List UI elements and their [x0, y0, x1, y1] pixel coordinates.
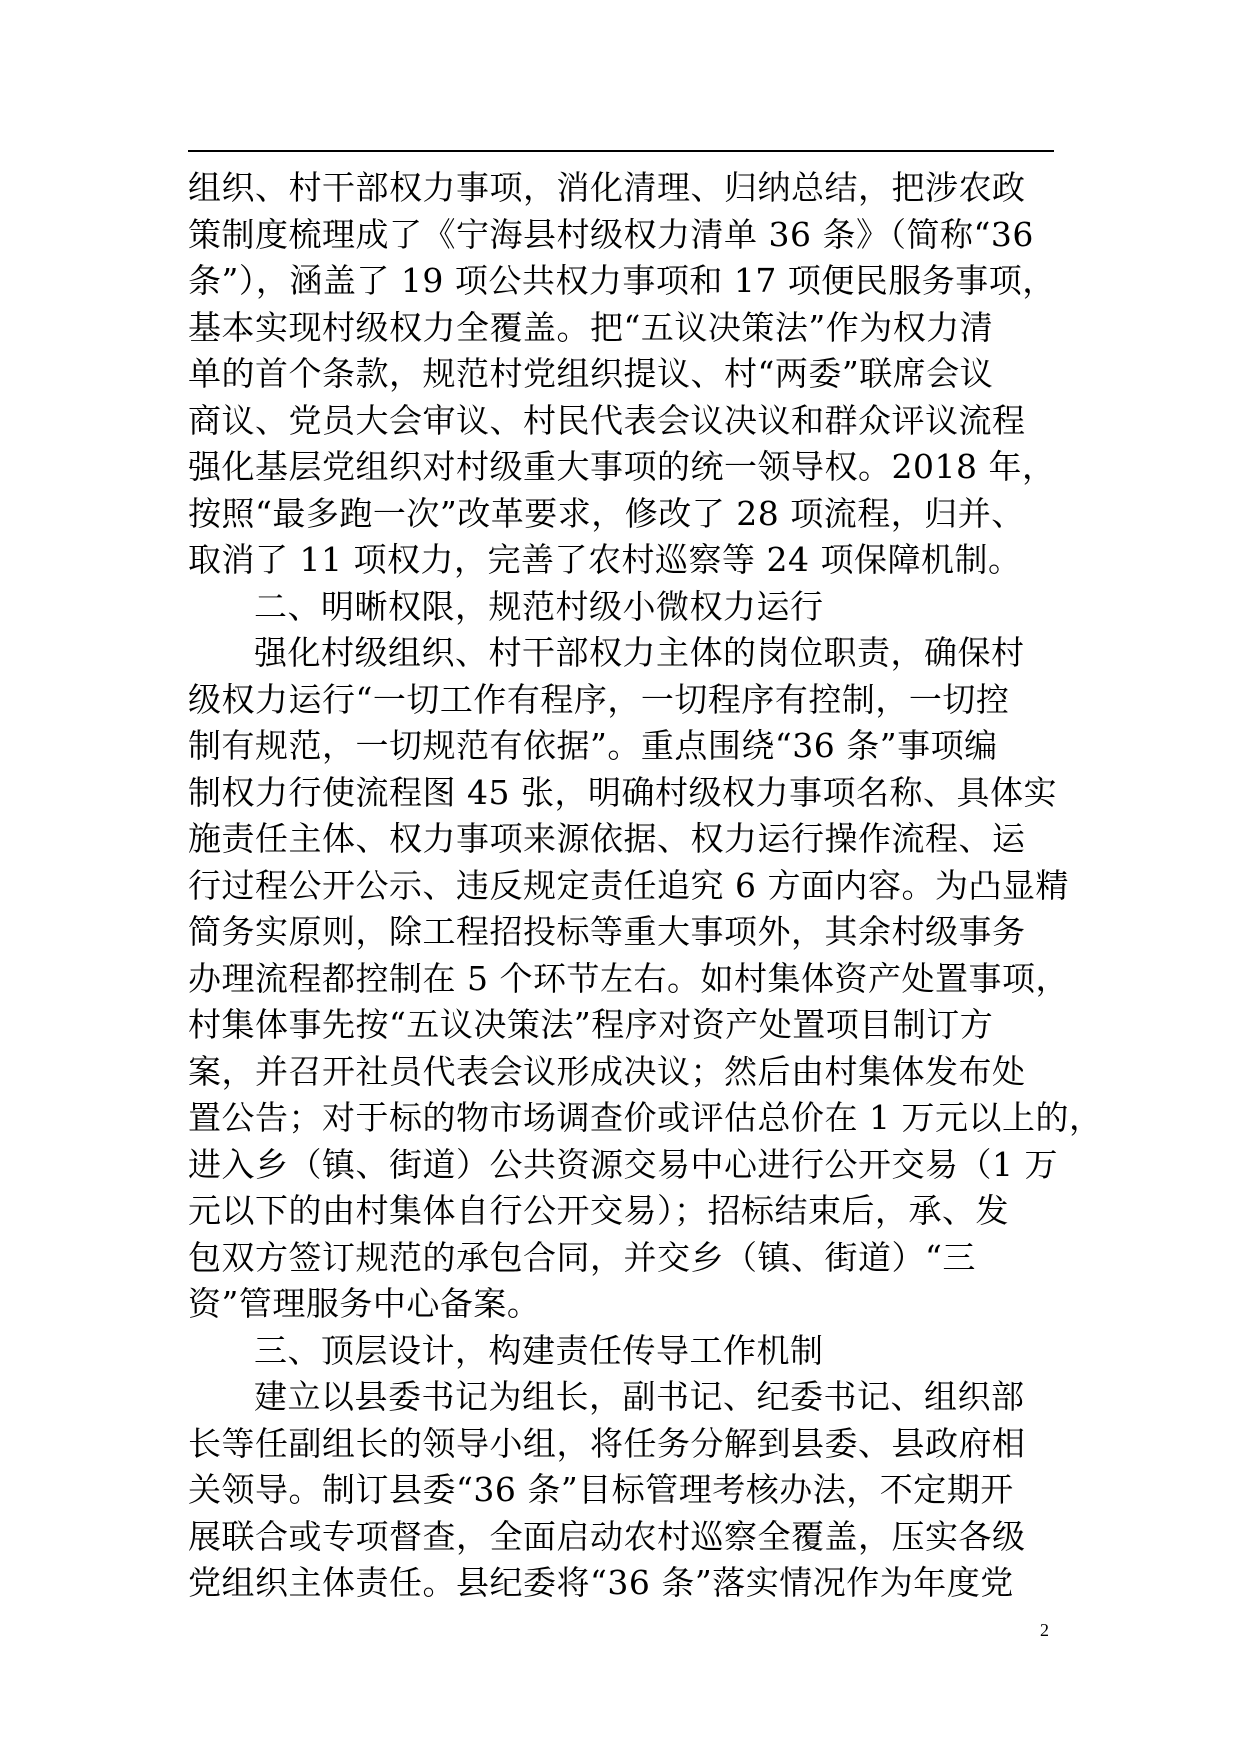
body-line: 包双方签订规范的承包合同，并交乡（镇、街道）“三	[188, 1237, 976, 1277]
body-line: 关领导。制订县委“36 条”目标管理考核办法，不定期开	[188, 1470, 1014, 1509]
body-line: 强化村级组织、村干部权力主体的岗位职责，确保村	[254, 633, 1025, 672]
body-line: 强化基层党组织对村级重大事项的统一领导权。2018 年，	[188, 447, 1056, 486]
body-line: 案，并召开社员代表会议形成决议；然后由村集体发布处	[188, 1051, 1026, 1091]
body-line: 村集体事先按“五议决策法”程序对资产处置项目制订方	[188, 1005, 994, 1044]
body-line: 建立以县委书记为组长，副书记、纪委书记、组织部	[254, 1377, 1025, 1416]
body-line: 商议、党员大会审议、村民代表会议决议和群众评议流程	[188, 400, 1026, 440]
section-heading: 三、顶层设计，构建责任传导工作机制	[254, 1330, 824, 1370]
document-body	[188, 165, 1103, 1607]
section-heading: 二、明晰权限，规范村级小微权力运行	[254, 586, 824, 626]
body-line: 制有规范，一切规范有依据”。重点围绕“36 条”事项编	[188, 726, 998, 765]
body-line: 基本实现村级权力全覆盖。把“五议决策法”作为权力清	[188, 307, 994, 347]
body-line: 级权力运行“一切工作有程序，一切程序有控制，一切控	[188, 679, 1010, 719]
body-line: 进入乡（镇、街道）公共资源交易中心进行公开交易（1 万	[188, 1144, 1058, 1184]
body-line: 行过程公开公示、违反规定责任追究 6 方面内容。为凸显精	[188, 865, 1069, 905]
body-line: 制权力行使流程图 45 张，明确村级权力事项名称、具体实	[188, 772, 1057, 812]
body-line: 办理流程都控制在 5 个环节左右。如村集体资产处置事项，	[188, 958, 1069, 998]
body-line: 简务实原则，除工程招投标等重大事项外，其余村级事务	[188, 912, 1026, 951]
page-number: 2	[1040, 1620, 1049, 1640]
body-line: 条”），涵盖了 19 项公共权力事项和 17 项便民服务事项，	[188, 261, 1056, 300]
header-rule	[188, 150, 1054, 152]
body-line: 元以下的由村集体自行公开交易）；招标结束后，承、发	[188, 1191, 1009, 1230]
body-line: 策制度梳理成了《宁海县村级权力清单 36 条》（简称“36	[188, 214, 1034, 254]
body-line: 按照“最多跑一次”改革要求，修改了 28 项流程，归并、	[188, 493, 1025, 533]
body-line: 长等任副组长的领导小组，将任务分解到县委、县政府相	[188, 1423, 1026, 1463]
body-line: 组织、村干部权力事项，消化清理、归纳总结，把涉农政	[188, 168, 1026, 207]
body-line: 取消了 11 项权力，完善了农村巡察等 24 项保障机制。	[188, 540, 1022, 579]
body-line: 施责任主体、权力事项来源依据、权力运行操作流程、运	[188, 819, 1026, 858]
body-line: 置公告；对于标的物市场调查价或评估总价在 1 万元以上的，	[188, 1098, 1103, 1137]
body-line: 党组织主体责任。县纪委将“36 条”落实情况作为年度党	[188, 1563, 1014, 1602]
body-line: 展联合或专项督查，全面启动农村巡察全覆盖，压实各级	[188, 1516, 1026, 1556]
body-line: 单的首个条款，规范村党组织提议、村“两委”联席会议	[188, 354, 994, 393]
body-line: 资”管理服务中心备案。	[188, 1284, 541, 1323]
